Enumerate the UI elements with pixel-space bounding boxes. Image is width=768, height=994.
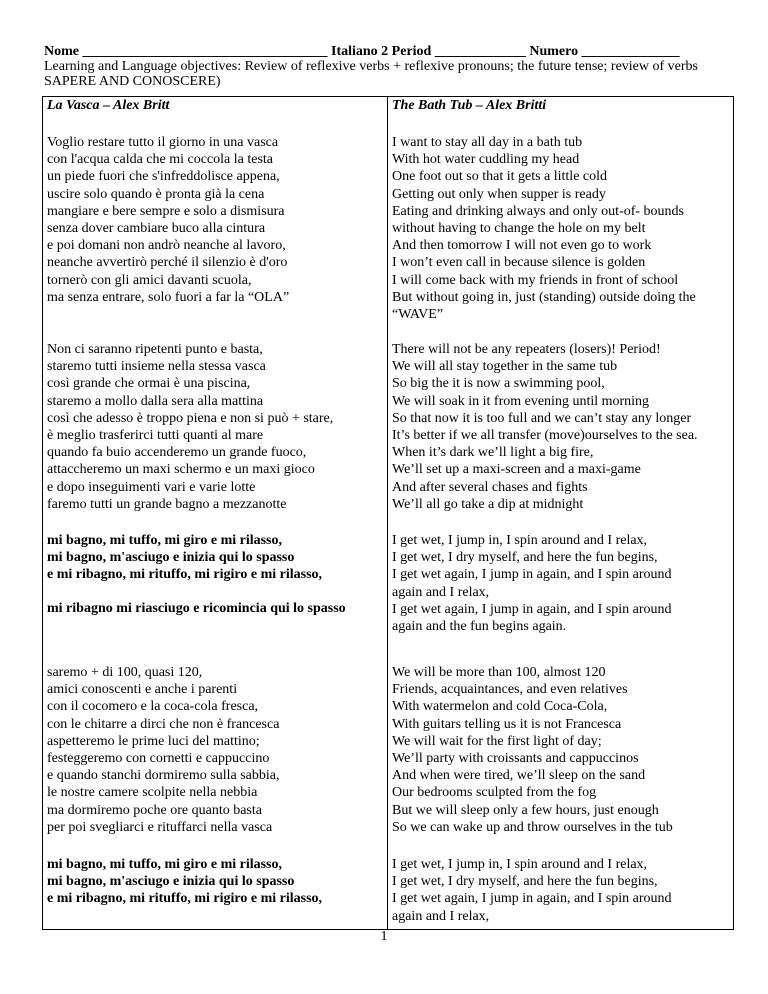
nome-label: Nome [44, 44, 79, 59]
lyric-line: “WAVE” [392, 307, 444, 323]
page-number: 1 [380, 929, 388, 944]
lyrics-table [42, 96, 734, 930]
lyric-line: e mi ribagno, mi rituffo, mi rigiro e mi rilasso, [47, 891, 323, 907]
lyric-line: I get wet again, I jump in again, and I spin around [392, 601, 672, 617]
lyric-line: I want to stay all day in a bath tub [392, 135, 583, 150]
lyric-line: With hot water cuddling my head [392, 152, 580, 168]
lyric-line: neanche avvertirò perché il silenzio è d'oro [47, 255, 288, 271]
lyric-line: again and I relax, [392, 908, 490, 924]
lyric-line: So big the it is now a swimming pool, [392, 376, 605, 392]
lyric-line: again and I relax, [392, 584, 490, 600]
lyric-line: mi bagno, m'asciugo e inizia qui lo spasso [47, 874, 295, 890]
numero-label: Numero [529, 44, 579, 59]
english-chorus-1 [392, 532, 672, 635]
lyric-line: With guitars telling us it is not Francesca [392, 716, 622, 732]
lyric-line: ma dormiremo poche ore quanto basta [47, 802, 262, 818]
lyric-line: I won’t even call in because silence is golden [392, 255, 646, 271]
italian-chorus-1-last: mi ribagno mi riasciugo e ricomincia qui lo spasso [47, 601, 346, 616]
lyric-line: Our bedrooms sculpted from the fog [392, 785, 597, 801]
lyric-line: uscire solo quando è pronta già la cena [47, 186, 265, 202]
lyric-line: festeggeremo con cornetti e cappuccino [47, 751, 270, 767]
lyric-line: We’ll set up a maxi-screen and a maxi-game [392, 462, 641, 478]
lyric-line: ma senza entrare, solo fuori a far la “OLA” [47, 289, 290, 305]
lyric-line: again and the fun begins again. [392, 619, 567, 635]
lyric-line: Getting out only when supper is ready [392, 186, 606, 202]
lyric-line: Friends, acquaintances, and even relatives [392, 682, 628, 698]
lyric-line: con l'acqua calda che mi coccola la testa [47, 152, 274, 168]
lyric-line: But without going in, just (standing) outside doing the [392, 289, 696, 305]
lyric-line: per poi svegliarci e rituffarci nella vasca [47, 819, 273, 835]
lyric-line: mi bagno, mi tuffo, mi giro e mi rilasso, [47, 533, 283, 548]
lyric-line: staremo tutti insieme nella stessa vasca [47, 359, 266, 375]
lyric-line: We will soak in it from evening until morning [392, 393, 650, 409]
lyric-line: con il cocomero e la coca-cola fresca, [47, 699, 259, 715]
lyric-line: I get wet, I dry myself, and here the fun begins, [392, 874, 658, 890]
english-chorus-2 [392, 856, 672, 925]
lyric-line: attaccheremo un maxi schermo e un maxi gioco [47, 462, 315, 478]
lyric-line: I will come back with my friends in front of school [392, 272, 679, 288]
name-line [44, 44, 734, 59]
lyric-line: So that now it is too full and we can’t stay any longer [392, 410, 692, 426]
lyric-line: Non ci saranno ripetenti punto e basta, [47, 342, 263, 357]
lyric-line: faremo tutti un grande bagno a mezzanotte [47, 496, 287, 512]
lyric-line: We will be more than 100, almost 120 [392, 665, 606, 680]
lyric-line: mi bagno, mi tuffo, mi giro e mi rilasso, [47, 857, 283, 872]
italian-stanza-3 [47, 664, 280, 836]
lyric-line: When it’s dark we’ll light a big fire, [392, 445, 594, 461]
lyric-line: è meglio trasferirci tutti quanti al mare [47, 428, 264, 444]
lyric-line: mi bagno, m'asciugo e inizia qui lo spasso [47, 550, 295, 566]
lyric-line: And after several chases and fights [392, 479, 588, 495]
lyric-line: quando fa buio accenderemo un grande fuoco, [47, 445, 307, 461]
english-title: The Bath Tub – Alex Britti [392, 98, 547, 113]
lyric-line: I get wet again, I jump in again, and I spin around [392, 891, 672, 907]
italian-stanza-1 [47, 134, 289, 306]
english-stanza-1 [392, 134, 696, 323]
lyric-line: I get wet, I dry myself, and here the fun begins, [392, 550, 658, 566]
lyric-line: And when were tired, we’ll sleep on the sand [392, 768, 646, 784]
lyric-line: With watermelon and cold Coca-Cola, [392, 699, 608, 715]
lyric-line: amici conoscenti e anche i parenti [47, 682, 238, 698]
lyric-line: It’s better if we all transfer (move)ourselves to the sea. [392, 428, 698, 444]
lyric-line: e quando stanchi dormiremo sulla sabbia, [47, 768, 280, 784]
lyric-line: And then tomorrow I will not even go to work [392, 238, 652, 254]
lyric-line: But we will sleep only a few hours, just enough [392, 802, 659, 818]
lyric-line: There will not be any repeaters (losers)! Period! [392, 342, 661, 357]
column-divider [387, 97, 388, 929]
english-stanza-2 [392, 341, 698, 513]
italian-chorus-2 [47, 856, 322, 908]
lyric-line: I get wet, I jump in, I spin around and I relax, [392, 533, 648, 548]
lyric-line: così che adesso è troppo piena e non si può + stare, [47, 410, 334, 426]
lyric-line: saremo + di 100, quasi 120, [47, 665, 203, 680]
period-blank: _____________ [434, 44, 526, 59]
english-stanza-3 [392, 664, 673, 836]
lyric-line: mangiare e bere sempre e solo a dismisura [47, 203, 285, 219]
lyric-line: e mi ribagno, mi rituffo, mi rigiro e mi rilasso, [47, 567, 323, 583]
lyric-line: aspetteremo le prime luci del mattino; [47, 733, 260, 749]
lyric-line: e poi domani non andrò neanche al lavoro, [47, 238, 286, 254]
worksheet-header [44, 44, 734, 89]
class-label: Italiano 2 Period [331, 44, 432, 59]
italian-chorus-1 [47, 532, 322, 584]
lyric-line: One foot out so that it gets a little cold [392, 169, 608, 185]
lyric-line: tornerò con gli amici davanti scuola, [47, 272, 252, 288]
lyric-line: un piede fuori che s'infreddolisce appena, [47, 169, 280, 185]
lyric-line: Eating and drinking always and only out-of- bounds [392, 203, 685, 219]
italian-stanza-2 [47, 341, 333, 513]
lyric-line: We’ll party with croissants and cappuccinos [392, 751, 639, 767]
learning-objectives: Learning and Language objectives: Review of reflexive verbs + reflexive pronouns; the future tense; review of verbs SAPERE AND CONOSCERE) [44, 59, 698, 89]
nome-blank: ___________________________________ [82, 44, 328, 59]
italian-title: La Vasca – Alex Britt [47, 98, 170, 113]
lyric-line: We’ll all go take a dip at midnight [392, 496, 584, 512]
lyric-line: staremo a mollo dalla sera alla mattina [47, 393, 264, 409]
lyric-line: senza dover cambiare buco alla cintura [47, 221, 266, 237]
lyric-line: Voglio restare tutto il giorno in una vasca [47, 135, 279, 150]
lyric-line: così grande che ormai è una piscina, [47, 376, 251, 392]
lyric-line: We will all stay together in the same tub [392, 359, 618, 375]
lyric-line: We will wait for the first light of day; [392, 733, 602, 749]
lyric-line: I get wet again, I jump in again, and I spin around [392, 567, 672, 583]
numero-blank: ______________ [581, 44, 680, 59]
lyric-line: I get wet, I jump in, I spin around and I relax, [392, 857, 648, 872]
lyric-line: con le chitarre a dirci che non è francesca [47, 716, 280, 732]
lyric-line: without having to change the hole on my belt [392, 221, 646, 237]
lyric-line: So we can wake up and throw ourselves in the tub [392, 819, 673, 835]
lyric-line: e dopo inseguimenti vari e varie lotte [47, 479, 256, 495]
lyric-line: le nostre camere scolpite nella nebbia [47, 785, 258, 801]
